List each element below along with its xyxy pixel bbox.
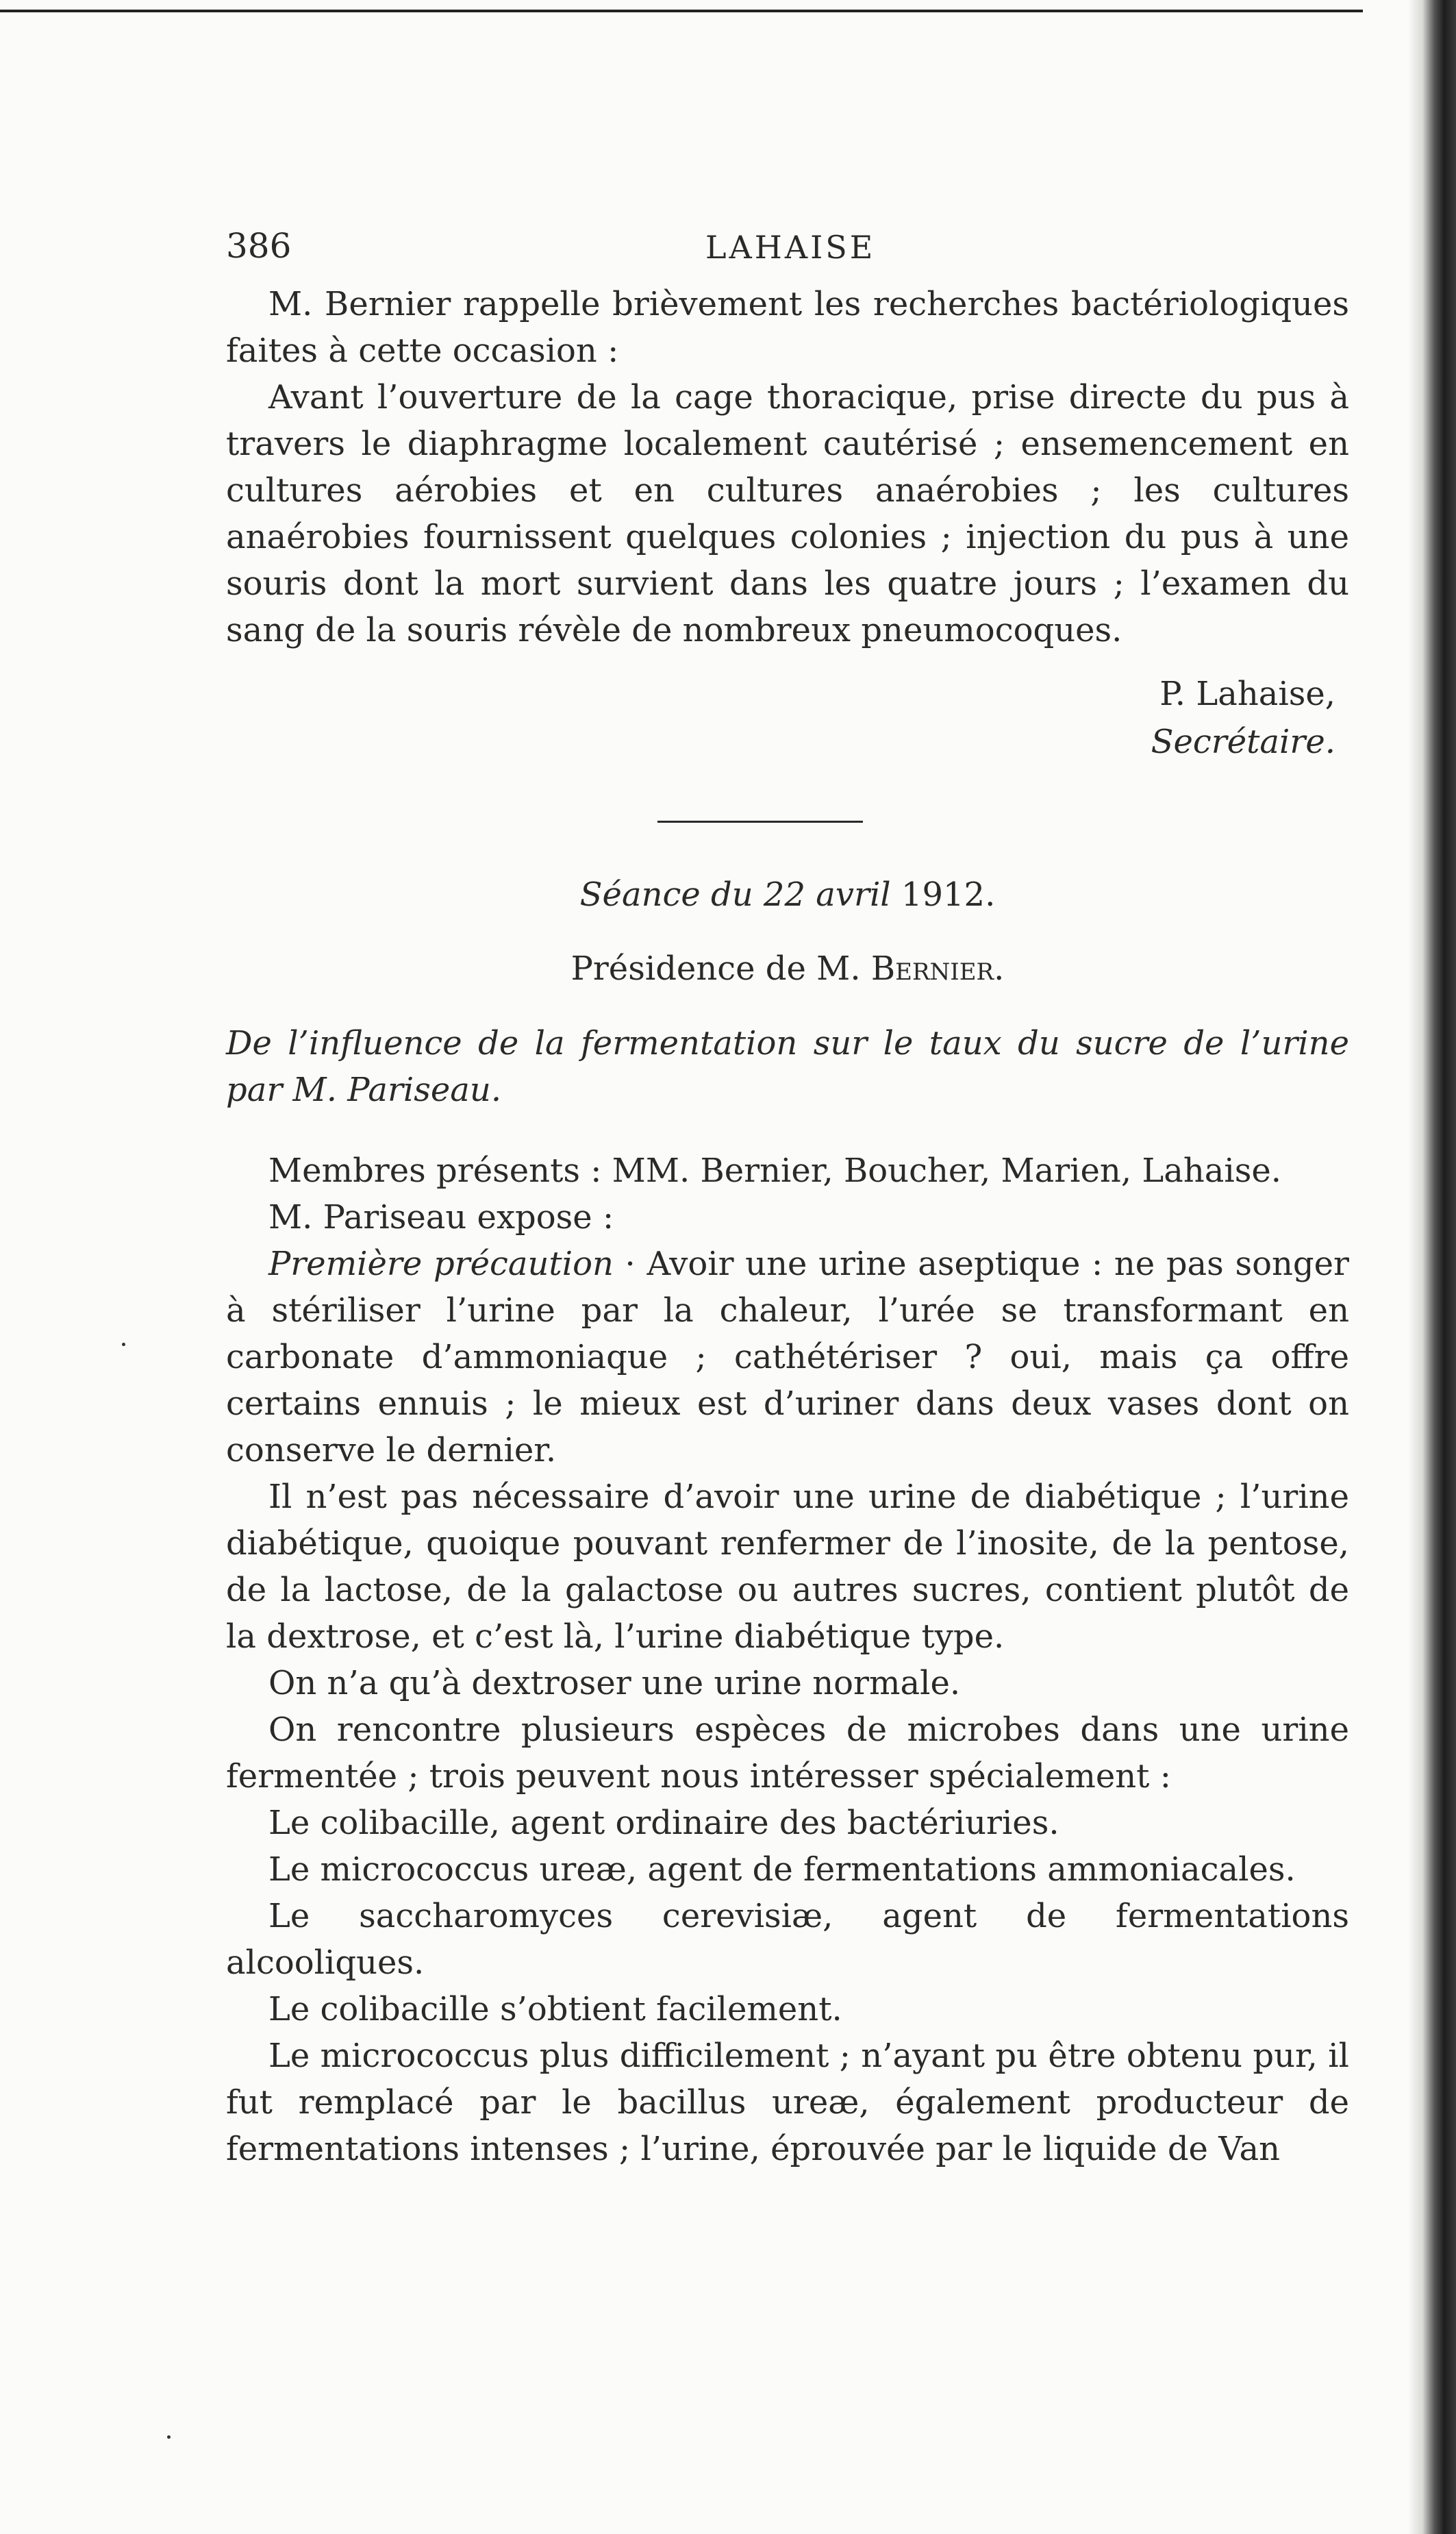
page-header	[226, 226, 1349, 281]
intro-paragraph-2: Avant l’ouverture de la cage thoracique, prise directe du pus à travers le diaphragme localement cautérisé ; ensemencement en cultures aérobies et en cultures anaérobies ; les cultures anaérobies fournissent quelques colonies ; injection du pus à une souris dont la mort survient dans les quatre jours ; l’examen du sang de la souris révèle de nombreux pneumocoques.	[226, 378, 1349, 649]
first-precaution-label: Première précaution	[268, 1245, 614, 1283]
document-page	[226, 226, 1349, 2172]
first-precaution-text: · Avoir une urine aseptique : ne pas songer à stériliser l’urine par la chaleur, l’urée se transformant en carbonate d’ammoniaque ; cathétériser ? oui, mais ça offre certains ennuis ; le mieux est d’uriner dans deux vases dont on conserve le dernier.	[226, 1245, 1349, 1469]
page-number: 386	[226, 226, 292, 266]
signature-name: P. Lahaise,	[1159, 675, 1335, 713]
presidence-prefix: Présidence de M.	[570, 949, 861, 988]
margin-speck	[122, 1343, 125, 1346]
section-divider	[657, 821, 863, 823]
top-border-rule	[0, 10, 1363, 12]
body-paragraph: On n’a qu’à dextroser une urine normale.	[268, 1664, 961, 1702]
intro-paragraph-1: M. Bernier rappelle brièvement les recherches bactériologiques faites à cette occasion :	[226, 285, 1349, 370]
presidence-name: Bernier.	[870, 949, 1005, 988]
body-paragraph: Le colibacille s’obtient facilement.	[268, 1990, 842, 2028]
signature-title: Secrétaire.	[1151, 723, 1335, 761]
body-paragraph: On rencontre plusieurs espèces de microbes dans une urine fermentée ; trois peuvent nous intéresser spécialement :	[226, 1711, 1349, 1796]
secretary-signature	[226, 670, 1349, 766]
body-paragraph: Le micrococcus ureæ, agent de fermentations ammoniacales.	[268, 1850, 1296, 1889]
margin-speck	[167, 2435, 171, 2439]
communication-title: De l’influence de la fermentation sur le taux du sucre de l’urine par M. Pariseau.	[226, 1024, 1349, 1109]
pariseau-expose: M. Pariseau expose :	[268, 1198, 614, 1237]
session-heading	[226, 871, 1349, 919]
session-year: 1912.	[901, 875, 996, 914]
body-paragraph: Le colibacille, agent ordinaire des bactériuries.	[268, 1804, 1059, 1842]
running-head: LAHAISE	[705, 229, 876, 266]
page-binding-edge	[1408, 0, 1456, 2534]
body-paragraph: Le saccharomyces cerevisiæ, agent de fermentations alcooliques.	[226, 1897, 1349, 1982]
body-paragraph: Il n’est pas nécessaire d’avoir une urine de diabétique ; l’urine diabétique, quoique pouvant renfermer de l’inosite, de la pentose, de la lactose, de la galactose ou autres sucres, contient plutôt de la dextrose, et c’est là, l’urine diabétique type.	[226, 1478, 1349, 1656]
first-precaution-paragraph	[226, 1241, 1349, 1474]
body-paragraph: Le micrococcus plus difficilement ; n’ayant pu être obtenu pur, il fut remplacé par le bacillus ureæ, également producteur de fermentations intenses ; l’urine, éprouvée par le liquide de Van	[226, 2037, 1349, 2168]
presidence-line	[226, 945, 1349, 993]
members-present: Membres présents : MM. Bernier, Boucher, Marien, Lahaise.	[268, 1152, 1282, 1190]
session-date: Séance du 22 avril	[579, 875, 891, 914]
